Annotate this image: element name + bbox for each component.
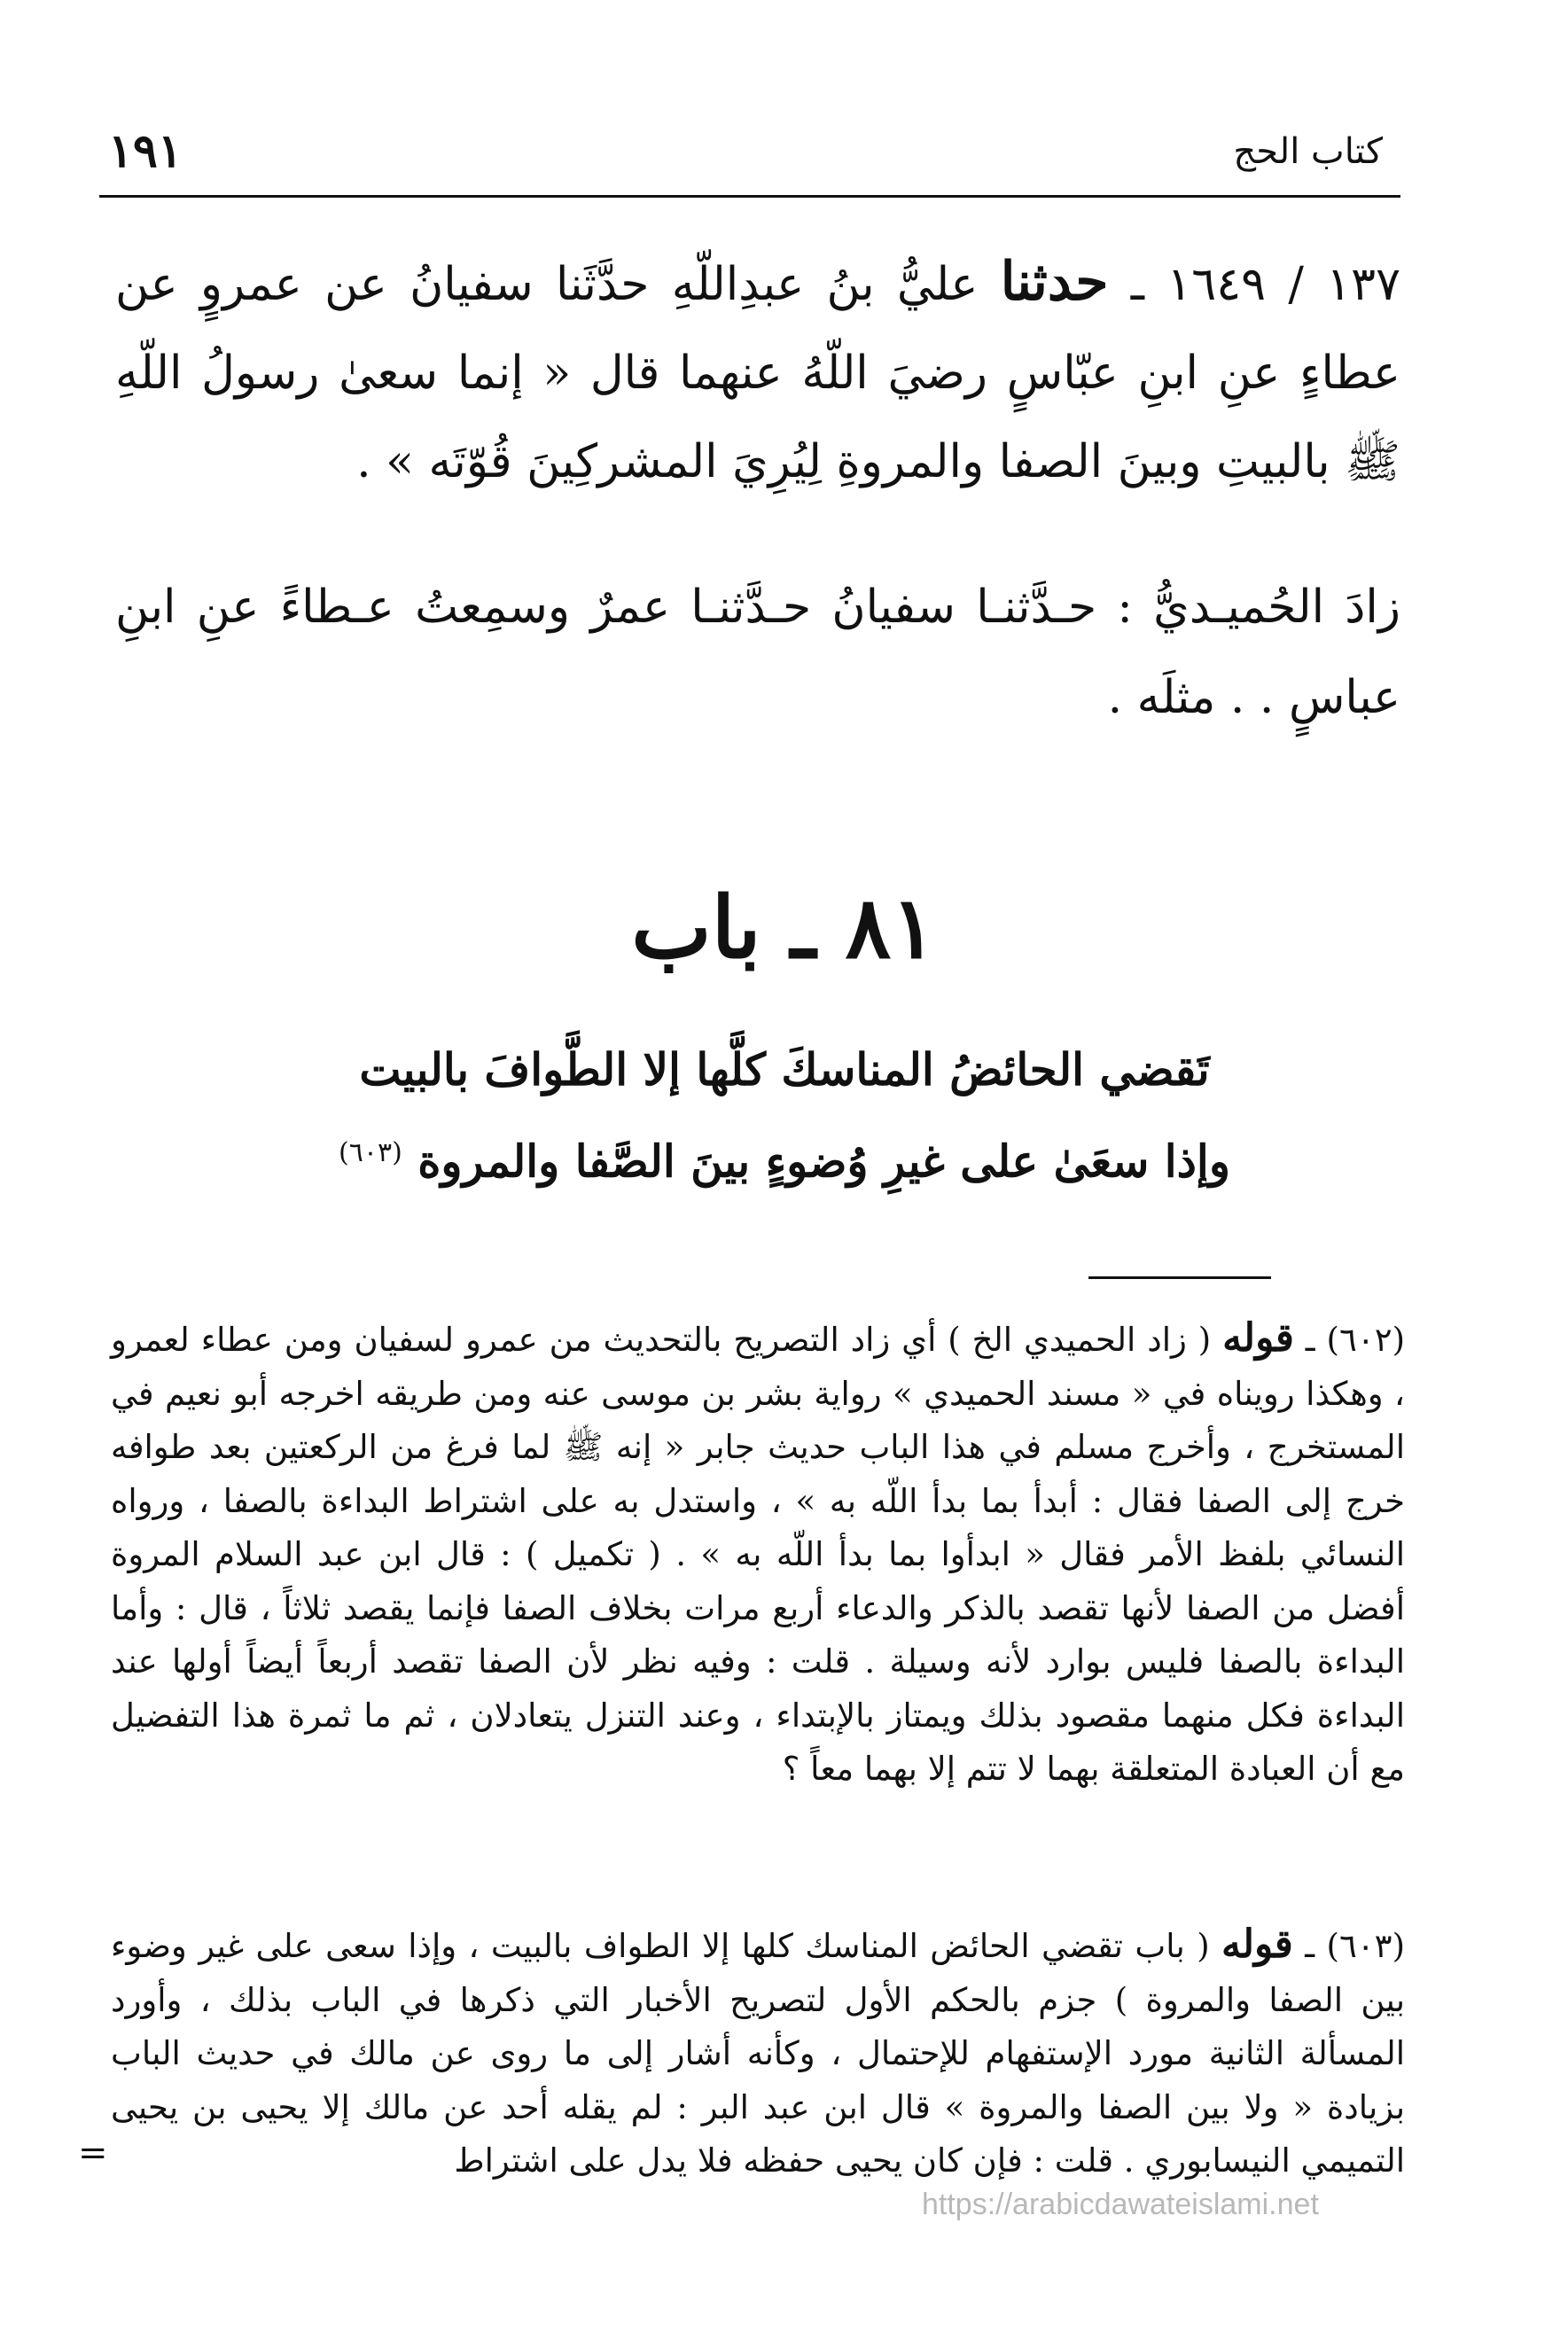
footnote-text: ( باب تقضي الحائض المناسك كلها إلا الطواف بالبيت ، وإذا سعى على غير وضوء بين الصفا والمروة ) جزم بالحكم الأول لتصريح الأخبار التي ذكرها في الباب بذلك ، وأورد المسألة الثانية مورد الإستفهام للإحتمال ، وكأنه أشار إلى ما روى عن مالك في حديث الباب بزيادة « ولا بين الصفا والمروة » قال ابن عبد البر : لم يقله أحد عن مالك إلا يحيى بن يحيى التميمي النيسابوري . قلت : فإن كان يحيى حفظه فلا يدل على اشتراط — [111, 1927, 1405, 2180]
hadith-text — [115, 238, 1400, 506]
hadith-lead-word: حدثنا — [1000, 251, 1109, 313]
hadith-body: عليُّ بنُ عبدِاللّهِ حدَّثَنا سفيانُ عن عمروٍ عن عطاءٍ عنِ ابنِ عبّاسٍ رضيَ اللّهُ عنهما قال « إنما سعىٰ رسولُ اللّهِ ﷺ بالبيتِ وبينَ الصفا والمروةِ لِيُرِيَ المشركِينَ قُوّتَه » . — [115, 258, 1400, 488]
footnote-separator — [1088, 1276, 1271, 1279]
page-header — [99, 124, 1400, 198]
chapter-heading-line-2 — [177, 1112, 1392, 1204]
footnote-text: ( زاد الحميدي الخ ) أي زاد التصريح بالتحديث من عمرو لسفيان ومن عطاء لعمرو ، وهكذا رويناه في « مسند الحميدي » رواية بشر بن موسى عنه ومن طريقه اخرجه أبو نعيم في المستخرج ، وأخرج مسلم في هذا الباب حديث جابر « إنه ﷺ لما فرغ من الركعتين بعد طوافه خرج إلى الصفا فقال : أبدأ بما بدأ اللّه به » ، واستدل به على اشتراط البداءة بالصفا ، ورواه النسائي بلفظ الأمر فقال « ابدأوا بما بدأ اللّه به » . ( تكميل ) : قال ابن عبد السلام المروة أفضل من الصفا لأنها تقصد بالذكر والدعاء أربع مرات بخلاف الصفا فإنما يقصد ثلاثاً ، قال : وأما البداءة بالصفا فليس بوارد لأنه وسيلة . قلت : وفيه نظر لأن الصفا تقصد أربعاً أيضاً أولها عند البداءة فكل منهما مقصود بذلك ويمتاز بالإبتداء ، وعند التنزل يتعادلان ، ثم ما ثمرة هذا التفضيل مع أن العبادة المتعلقة بهما لا تتم إلا بهما معاً ؟ — [111, 1321, 1405, 1788]
footnote-number: (٦٠٢) ـ — [1305, 1321, 1406, 1359]
footnote-reference: (٦٠٣) — [339, 1137, 402, 1168]
footnote-602 — [111, 1312, 1405, 1797]
chapter-heading — [177, 1028, 1392, 1204]
footnote-603 — [111, 1918, 1405, 2188]
footnote-keyword: قوله — [1221, 1922, 1293, 1967]
footnote-number: (٦٠٣) ـ — [1305, 1927, 1405, 1965]
footnote-keyword: قوله — [1222, 1315, 1294, 1361]
hadith-addendum: زادَ الحُميـديُّ : حـدَّثنـا سفيانُ حـدَّثنـا عمرٌ وسمِعتُ عـطاءً عنِ ابنِ عباسٍ . . مثلَه . — [115, 581, 1400, 724]
watermark-url: https://arabicdawateislami.net — [922, 2188, 1319, 2221]
hadith-number: ١٣٧ / ١٦٤٩ ـ — [1130, 258, 1401, 311]
chapter-title: ٨١ ـ باب — [631, 878, 937, 978]
continuation-mark: = — [78, 2133, 108, 2173]
page-number: ١٩١ — [108, 124, 183, 178]
chapter-heading-line-2-text: وإذا سعَىٰ على غيرِ وُضوءٍ بينَ الصَّفا والمروة — [417, 1135, 1230, 1188]
book-title: كتاب الحج — [1233, 131, 1383, 172]
chapter-heading-line-1: تَقضي الحائضُ المناسكَ كلَّها إلا الطَّوافَ بالبيت — [359, 1043, 1210, 1096]
